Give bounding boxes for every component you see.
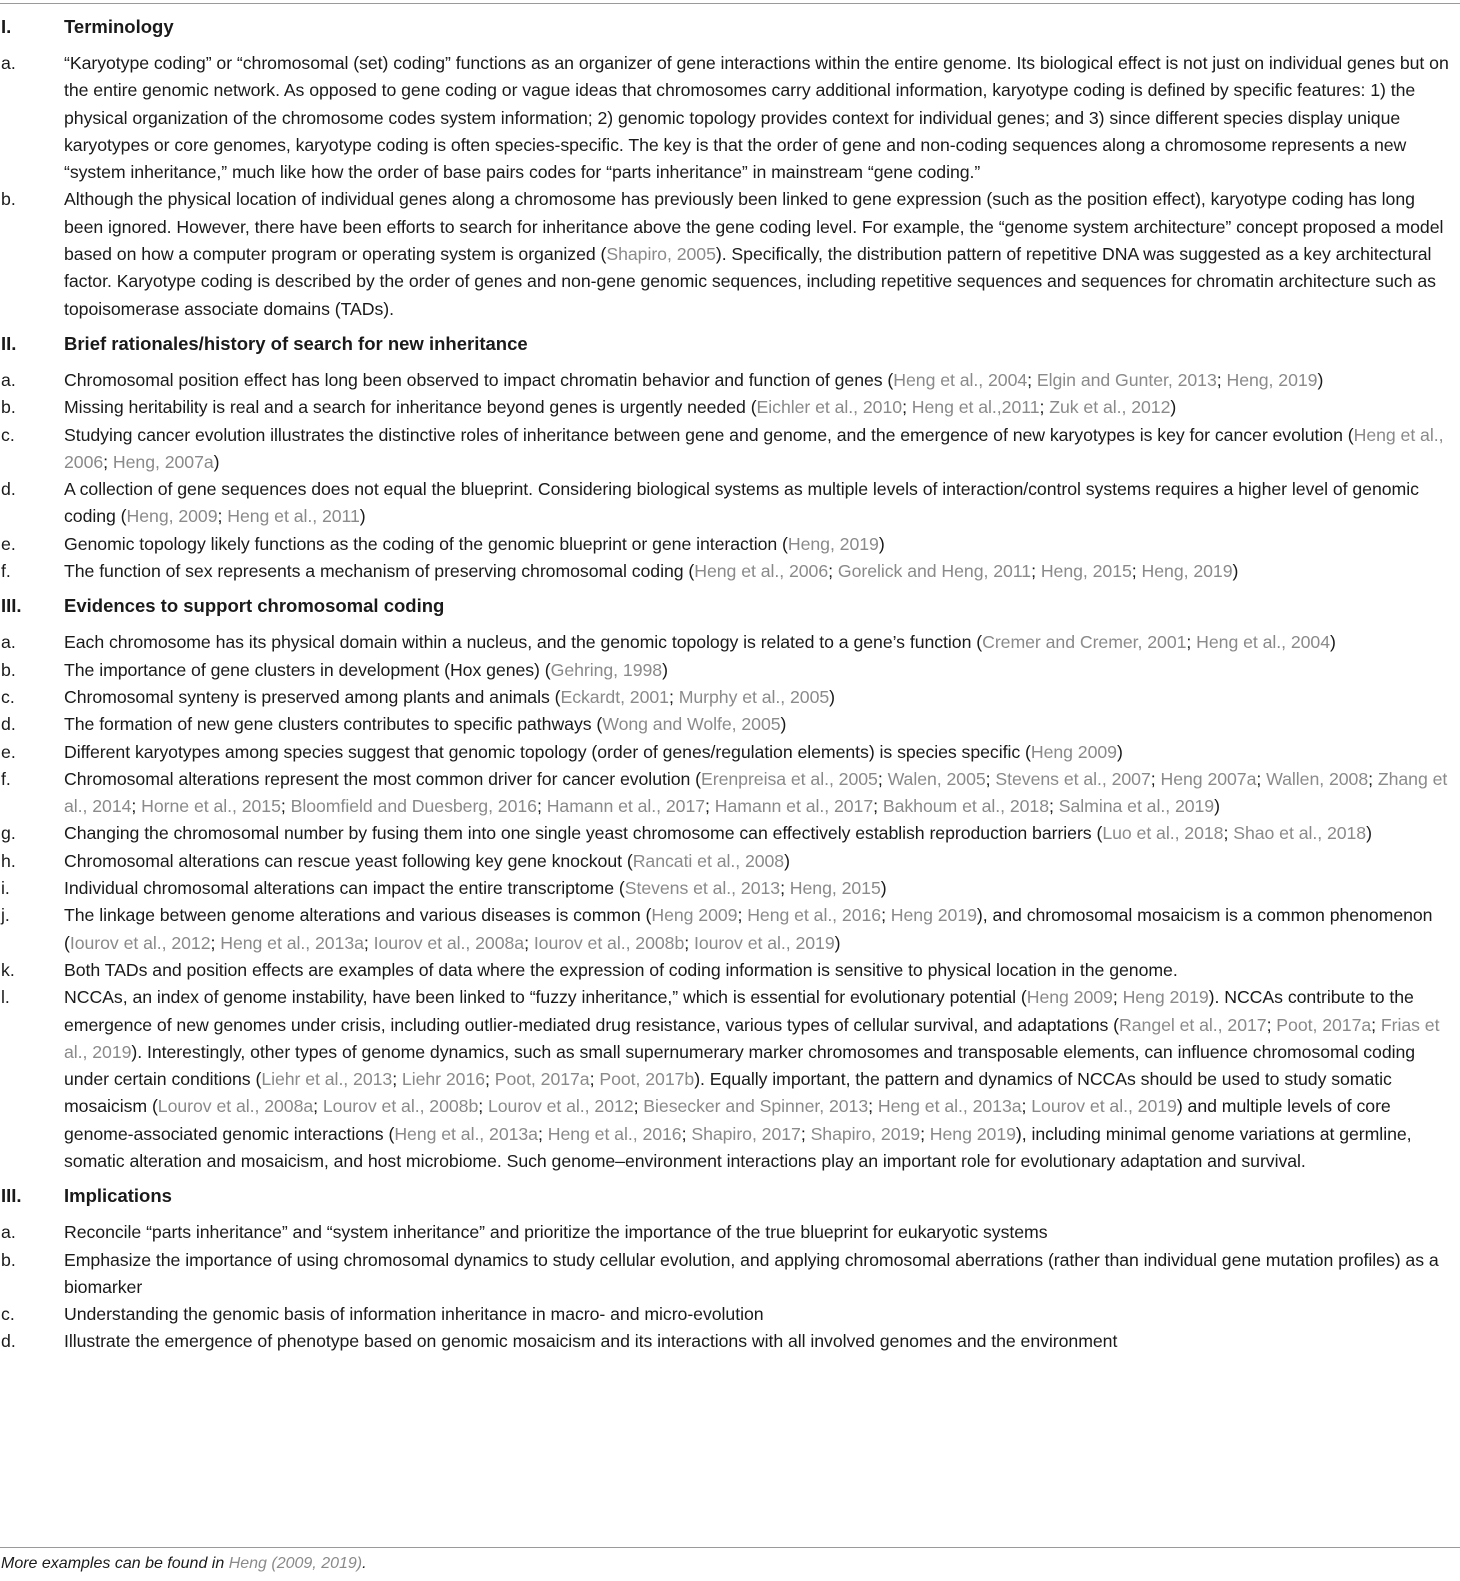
list-item xyxy=(0,558,1460,585)
citation-link[interactable]: Iourov et al., 2008a xyxy=(373,932,525,953)
item-text-segment: Different karyotypes among species suggest that genomic topology (order of genes/regulation elements) is species specific ( xyxy=(64,741,1031,762)
citation-link[interactable]: Erenpreisa et al., 2005 xyxy=(701,768,878,789)
item-text xyxy=(64,367,1456,394)
citation-link[interactable]: Heng, 2009 xyxy=(126,506,218,527)
list-item xyxy=(0,820,1460,847)
item-text xyxy=(64,848,1456,875)
item-text xyxy=(64,711,1456,738)
citation-link[interactable]: Heng 2019 xyxy=(1122,987,1209,1008)
citation-link[interactable]: Heng et al., 2016 xyxy=(547,1123,682,1144)
citation-link[interactable]: Shapiro, 2017 xyxy=(691,1123,801,1144)
item-letter: a. xyxy=(1,369,16,390)
item-letter: a. xyxy=(1,632,16,653)
citation-link[interactable]: Iourov et al., 2008b xyxy=(533,932,685,953)
item-letter: b. xyxy=(1,1249,16,1270)
item-text xyxy=(64,531,1456,558)
item-text-segment: ) xyxy=(662,659,668,680)
item-text xyxy=(64,422,1456,477)
citation-link[interactable]: Shapiro, 2005 xyxy=(606,244,716,265)
citation-link[interactable]: Heng et al., 2013a xyxy=(220,932,364,953)
item-text-segment: ; xyxy=(1223,823,1234,844)
item-letter: f. xyxy=(1,561,11,582)
citation-link[interactable]: Heng et al., 2006 xyxy=(64,424,1444,472)
item-text xyxy=(64,766,1456,821)
citation-link[interactable]: Heng, 2019 xyxy=(1141,561,1233,582)
citation-link[interactable]: Elgin and Gunter, 2013 xyxy=(1036,369,1217,390)
section-heading-row xyxy=(0,589,1460,622)
citation-link[interactable]: Eckardt, 2001 xyxy=(560,686,669,707)
item-text-segment: ; xyxy=(800,1123,811,1144)
item-letter: g. xyxy=(1,823,16,844)
item-text-segment: ) xyxy=(213,451,220,472)
list-item xyxy=(0,629,1460,656)
item-text-segment: ; xyxy=(873,796,883,817)
item-text-segment: ; xyxy=(217,506,228,527)
item-text-segment: Emphasize the importance of using chromosomal dynamics to study cellular evolution, and applying chromosomal aberrations (rather than individual gene mutation profiles) as a biomarker xyxy=(64,1249,1439,1297)
citation-link[interactable]: Heng et al., 2004 xyxy=(1196,632,1331,653)
list-item xyxy=(0,422,1460,477)
list-item xyxy=(0,711,1460,738)
item-text-segment: ) xyxy=(1366,823,1372,844)
item-letter: a. xyxy=(1,53,16,73)
item-text-segment: ; xyxy=(103,451,113,472)
section-numeral: I. xyxy=(1,16,12,37)
item-text-segment: Understanding the genomic basis of information inheritance in macro- and micro-evolution xyxy=(64,1304,764,1325)
item-letter: d. xyxy=(1,1331,16,1352)
item-text xyxy=(64,394,1456,421)
item-text-segment: ). Equally important, the pattern and dynamics of NCCAs should be used to study somatic mosaicism ( xyxy=(64,1069,1392,1117)
item-text-segment: ; xyxy=(524,932,534,953)
list-item xyxy=(0,50,1460,186)
item-text-segment: ) xyxy=(834,932,841,953)
table-bottom-rule xyxy=(0,1547,1460,1548)
item-text-segment: A collection of gene sequences does not equal the blueprint. Considering biological systems as multiple levels of interaction/control systems requires a higher level of genomic coding ( xyxy=(64,479,1419,527)
item-text-segment: ; xyxy=(877,768,888,789)
list-item xyxy=(0,1328,1460,1355)
item-text-segment: ; xyxy=(633,1096,644,1117)
item-text-segment: ; xyxy=(684,932,694,953)
citation-link[interactable]: Iourov et al., 2012 xyxy=(69,932,211,953)
list-item xyxy=(0,476,1460,531)
item-text-segment: ; xyxy=(985,768,996,789)
item-text xyxy=(64,1328,1456,1355)
item-letter: e. xyxy=(1,533,16,554)
item-text xyxy=(64,50,1456,186)
item-text-segment: Reconcile “parts inheritance” and “system inheritance” and prioritize the importance of the true blueprint for eukaryotic systems xyxy=(64,1222,1048,1243)
list-item xyxy=(0,766,1460,821)
citation-link[interactable]: Hamann et al., 2017 xyxy=(546,796,706,817)
item-text xyxy=(64,875,1456,902)
table-footnote xyxy=(1,1552,367,1576)
citation-link[interactable]: Horne et al., 2015 xyxy=(141,796,281,817)
item-text-segment: ; xyxy=(485,1069,495,1090)
item-letter: c. xyxy=(1,686,15,707)
item-text-segment: The formation of new gene clusters contributes to specific pathways ( xyxy=(64,714,603,735)
item-text-segment: ; xyxy=(668,686,679,707)
item-letter: b. xyxy=(1,189,16,210)
citation-link[interactable]: Heng (2009, 2019) xyxy=(228,1555,363,1572)
item-text-segment: ; xyxy=(131,796,142,817)
item-letter: e. xyxy=(1,741,16,762)
item-text-segment: Individual chromosomal alterations can impact the entire transcriptome ( xyxy=(64,878,625,899)
list-item xyxy=(0,848,1460,875)
item-text-segment: Chromosomal synteny is preserved among plants and animals ( xyxy=(64,686,561,707)
footnote-text-segment: . xyxy=(362,1555,367,1572)
item-text-segment: ; xyxy=(1368,768,1378,789)
item-text-segment: ; xyxy=(1186,632,1197,653)
item-letter: l. xyxy=(1,987,10,1008)
citation-link[interactable]: Lourov et al., 2008b xyxy=(322,1096,479,1117)
citation-link[interactable]: Poot, 2017a xyxy=(494,1069,590,1090)
item-text-segment: ; xyxy=(1216,369,1227,390)
item-text-segment: ; xyxy=(1150,768,1161,789)
citation-link[interactable]: Hamann et al., 2017 xyxy=(714,796,874,817)
item-text xyxy=(64,684,1456,711)
citation-link[interactable]: Heng, 2015 xyxy=(1040,561,1132,582)
item-text-segment: ; xyxy=(536,796,547,817)
item-text-segment: Changing the chromosomal number by fusing them into one single yeast chromosome can effectively establish reproduction barriers ( xyxy=(64,823,1103,844)
citation-link[interactable]: Heng et al.,2011 xyxy=(911,397,1040,418)
section-heading-row xyxy=(0,1179,1460,1212)
item-text-segment: ; xyxy=(780,878,790,899)
item-text-segment: ) xyxy=(1232,561,1239,582)
list-item xyxy=(0,1247,1460,1302)
item-text xyxy=(64,186,1456,322)
citation-link[interactable]: Rancati et al., 2008 xyxy=(632,850,785,871)
citation-link[interactable]: Rangel et al., 2017 xyxy=(1119,1014,1267,1035)
citation-link[interactable]: Heng, 2019 xyxy=(787,533,879,554)
table-top-rule xyxy=(0,3,1460,4)
item-text-segment: ; xyxy=(681,1123,692,1144)
citation-link[interactable]: Bakhoum et al., 2018 xyxy=(882,796,1050,817)
citation-link[interactable]: Liehr et al., 2013 xyxy=(261,1069,393,1090)
citation-link[interactable]: Heng, 2007a xyxy=(112,451,214,472)
section-numeral: II. xyxy=(1,332,17,354)
item-text-segment: ; xyxy=(920,1123,930,1144)
item-text-segment: The function of sex represents a mechanism of preserving chromosomal coding ( xyxy=(64,561,695,582)
item-text xyxy=(64,1219,1456,1246)
list-item xyxy=(0,957,1460,984)
item-text-segment: ; xyxy=(737,905,748,926)
item-text xyxy=(64,629,1456,656)
item-text-segment: ; xyxy=(363,932,374,953)
item-text-segment: ; xyxy=(210,932,221,953)
item-text-segment: ; xyxy=(1031,561,1041,582)
citation-link[interactable]: Cremer and Cremer, 2001 xyxy=(982,632,1187,653)
item-text-segment: ; xyxy=(828,561,838,582)
item-text-segment: NCCAs, an index of genome instability, have been linked to “fuzzy inheritance,” which is essential for evolutionary potential ( xyxy=(64,987,1027,1008)
citation-link[interactable]: Wallen, 2008 xyxy=(1266,768,1369,789)
citation-link[interactable]: Liehr 2016 xyxy=(401,1069,486,1090)
list-item xyxy=(0,875,1460,902)
citation-link[interactable]: Shapiro, 2019 xyxy=(810,1123,921,1144)
citation-link[interactable]: Biesecker and Spinner, 2013 xyxy=(643,1096,869,1117)
citation-link[interactable]: Lourov et al., 2019 xyxy=(1031,1096,1177,1117)
item-text-segment: ; xyxy=(537,1123,548,1144)
item-letter: c. xyxy=(1,424,15,445)
citation-link[interactable]: Heng 2019 xyxy=(890,905,977,926)
citation-link[interactable]: Heng 2009 xyxy=(1030,741,1117,762)
citation-link[interactable]: Zuk et al., 2012 xyxy=(1049,397,1171,418)
item-text xyxy=(64,739,1456,766)
section-heading-row xyxy=(0,10,1460,43)
item-text-segment: ; xyxy=(478,1096,488,1117)
item-letter: h. xyxy=(1,850,16,871)
item-text-segment: ; xyxy=(1371,1014,1381,1035)
citation-link[interactable]: Murphy et al., 2005 xyxy=(678,686,830,707)
citation-link[interactable]: Salmina et al., 2019 xyxy=(1058,796,1215,817)
item-letter: i. xyxy=(1,878,10,899)
item-text-segment: ; xyxy=(868,1096,878,1117)
item-text-segment: ; xyxy=(1256,768,1267,789)
citation-link[interactable]: Lourov et al., 2012 xyxy=(487,1096,634,1117)
item-text-segment: ), including minimal genome variations at germline, somatic alteration and mosaicism, and host microbiome. Such genome–environment interactions play an important role for evolutionary adaptation and survival. xyxy=(64,1123,1412,1171)
citation-link[interactable]: Iourov et al., 2019 xyxy=(693,932,835,953)
citation-link[interactable]: Eichler et al., 2010 xyxy=(756,397,903,418)
citation-link[interactable]: Heng 2019 xyxy=(929,1123,1016,1144)
citation-link[interactable]: Stevens et al., 2013 xyxy=(624,878,781,899)
citation-link[interactable]: Heng 2009 xyxy=(651,905,738,926)
list-item xyxy=(0,531,1460,558)
item-text-segment: ) xyxy=(880,878,887,899)
item-text-segment: ; xyxy=(589,1069,600,1090)
citation-link[interactable]: Zhang et al., 2014 xyxy=(64,768,1448,817)
item-text xyxy=(64,558,1456,585)
item-text-segment: ) xyxy=(1214,796,1220,817)
citation-link[interactable]: Wong and Wolfe, 2005 xyxy=(602,714,781,735)
item-text-segment: Chromosomal alterations can rescue yeast following key gene knockout ( xyxy=(64,850,633,871)
table-body xyxy=(0,10,1460,1356)
citation-link[interactable]: Heng 2007a xyxy=(1160,768,1257,789)
item-text-segment: ) xyxy=(1330,632,1336,653)
item-letter: d. xyxy=(1,479,16,500)
item-text-segment: ) xyxy=(829,686,836,707)
citation-link[interactable]: Heng et al., 2013a xyxy=(394,1123,538,1144)
list-item xyxy=(0,186,1460,322)
citation-link[interactable]: Heng et al., 2004 xyxy=(893,369,1028,390)
item-text xyxy=(64,902,1456,957)
item-text-segment: ) xyxy=(1116,741,1123,762)
item-text-segment: ). Specifically, the distribution pattern of repetitive DNA was suggested as a key architectural factor. Karyotype coding is described by the order of genes and non-gene genomic sequences, including repetitive sequences and sequences for chromatin architecture such as topoisomerase associate domains (TADs). xyxy=(64,244,1436,319)
item-text-segment: ) xyxy=(780,714,787,735)
item-text-segment: Each chromosome has its physical domain within a nucleus, and the genomic topology is related to a gene’s function ( xyxy=(64,632,983,653)
item-text-segment: ; xyxy=(1131,561,1142,582)
item-text-segment: ; xyxy=(1039,397,1050,418)
section-numeral: III. xyxy=(1,1185,22,1207)
item-text-segment: Genomic topology likely functions as the coding of the genomic blueprint or gene interaction ( xyxy=(64,533,788,554)
item-text-segment: ; xyxy=(313,1096,323,1117)
citation-link[interactable]: Luo et al., 2018 xyxy=(1102,823,1224,844)
item-text-segment: ; xyxy=(1266,1014,1277,1035)
citation-link[interactable]: Walen, 2005 xyxy=(887,768,986,789)
item-text xyxy=(64,984,1456,1175)
footnote-text-segment: More examples can be found in xyxy=(1,1555,229,1572)
citation-link[interactable]: Heng et al., 2016 xyxy=(747,905,882,926)
list-item xyxy=(0,394,1460,421)
list-item xyxy=(0,657,1460,684)
item-text-segment: Missing heritability is real and a search for inheritance beyond genes is urgently needed ( xyxy=(64,397,757,418)
item-text-segment: ; xyxy=(1021,1096,1032,1117)
item-text-segment: ; xyxy=(1112,987,1123,1008)
section-title: Brief rationales/history of search for new inheritance xyxy=(64,332,528,354)
citation-link[interactable]: Heng et al., 2013a xyxy=(877,1096,1022,1117)
citation-link[interactable]: Poot, 2017a xyxy=(1276,1014,1372,1035)
item-text-segment: ) xyxy=(1317,369,1324,390)
section-heading-row xyxy=(0,327,1460,360)
item-letter: a. xyxy=(1,1222,16,1243)
item-text-segment: ), and chromosomal mosaicism is a common phenomenon ( xyxy=(64,905,1433,953)
item-letter: k. xyxy=(1,959,15,980)
item-text-segment: ; xyxy=(1027,369,1037,390)
section-numeral: III. xyxy=(1,595,22,617)
item-text-segment: Illustrate the emergence of phenotype based on genomic mosaicism and its interactions with all involved genomes and the environment xyxy=(64,1331,1118,1352)
citation-link[interactable]: Poot, 2017b xyxy=(599,1069,695,1090)
citation-link[interactable]: Stevens et al., 2007 xyxy=(995,768,1151,789)
citation-link[interactable]: Heng et al., 2006 xyxy=(694,561,829,582)
item-text-segment: ). Interestingly, other types of genome dynamics, such as small supernumerary marker chromosomes and transposable elements, can influence chromosomal coding under certain conditions ( xyxy=(64,1041,1416,1090)
item-text-segment: The importance of gene clusters in development (Hox genes) ( xyxy=(64,659,551,680)
citation-link[interactable]: Gehring, 1998 xyxy=(550,659,663,680)
item-text-segment: Both TADs and position effects are examples of data where the expression of coding information is sensitive to physical location in the genome. xyxy=(64,959,1178,980)
list-item xyxy=(0,984,1460,1175)
citation-link[interactable]: Frias et al., 2019 xyxy=(64,1014,1440,1062)
item-text xyxy=(64,820,1456,847)
item-text xyxy=(64,1247,1456,1302)
item-text-segment: ) xyxy=(359,506,366,527)
item-text-segment: ) xyxy=(1170,397,1177,418)
citation-link[interactable]: Bloomfield and Duesberg, 2016 xyxy=(290,796,537,817)
section-title: Implications xyxy=(64,1185,172,1207)
item-text-segment: ) xyxy=(878,533,885,554)
item-letter: f. xyxy=(1,768,11,789)
item-text-segment: ; xyxy=(881,905,891,926)
item-text-segment: ; xyxy=(705,796,715,817)
item-letter: j. xyxy=(1,905,10,926)
item-text-segment: “Karyotype coding” or “chromosomal (set) coding” functions as an organizer of gene interactions within the entire genome. Its biological effect is not just on individual genes but on the entire genomic network. As opposed to gene coding or vague ideas that chromosomes carry additional information, karyotype coding is defined by specific features: 1) the physical organization of the chromosome codes system information; 2) genomic topology provides context for individual genes; and 3) since different species display unique karyotypes or core genomes, karyotype coding is often species-specific. The key is that the order of gene and non-coding sequences along a chromosome represents a new “system inheritance,” much like how the order of base pairs codes for “parts inheritance” in mainstream “gene coding.” xyxy=(64,53,1449,183)
list-item xyxy=(0,684,1460,711)
item-text-segment: The linkage between genome alterations and various diseases is common ( xyxy=(64,905,652,926)
item-text-segment: ; xyxy=(392,1069,402,1090)
item-letter: b. xyxy=(1,397,16,418)
item-text-segment: ; xyxy=(1049,796,1059,817)
item-text-segment: ). NCCAs contribute to the emergence of new genomes under crisis, including outlier-mediated drug resistance, various types of cellular survival, and adaptations ( xyxy=(64,987,1414,1035)
citation-link[interactable]: Gorelick and Heng, 2011 xyxy=(837,561,1032,582)
item-letter: c. xyxy=(1,1304,15,1325)
list-item xyxy=(0,739,1460,766)
item-text-segment: ) and multiple levels of core genome-associated genomic interactions ( xyxy=(64,1096,1391,1144)
list-item xyxy=(0,902,1460,957)
citation-link[interactable]: Heng, 2019 xyxy=(1226,369,1318,390)
item-letter: b. xyxy=(1,659,16,680)
citation-link[interactable]: Heng, 2015 xyxy=(789,878,881,899)
item-text-segment: Chromosomal position effect has long been observed to impact chromatin behavior and function of genes ( xyxy=(64,369,894,390)
list-item xyxy=(0,1219,1460,1246)
item-text xyxy=(64,476,1456,531)
item-text xyxy=(64,957,1456,984)
citation-link[interactable]: Heng et al., 2011 xyxy=(227,506,360,527)
list-item xyxy=(0,1301,1460,1328)
section-title: Evidences to support chromosomal coding xyxy=(64,595,445,617)
item-text-segment: ) xyxy=(784,850,790,871)
item-letter: d. xyxy=(1,714,16,735)
item-text xyxy=(64,1301,1456,1328)
item-text-segment: Chromosomal alterations represent the most common driver for cancer evolution ( xyxy=(64,768,701,789)
citation-link[interactable]: Heng 2009 xyxy=(1026,987,1113,1008)
citation-link[interactable]: Shao et al., 2018 xyxy=(1233,823,1367,844)
item-text-segment: ; xyxy=(902,397,912,418)
citation-link[interactable]: Lourov et al., 2008a xyxy=(157,1096,314,1117)
item-text-segment: Although the physical location of individual genes along a chromosome has previously been linked to gene expression (such as the position effect), karyotype coding has long been ignored. However, there have been efforts to search for inheritance above the gene coding level. For example, the “genome system architecture” concept proposed a model based on how a computer program or operating system is organized ( xyxy=(64,189,1444,265)
item-text-segment: ; xyxy=(280,796,291,817)
list-item xyxy=(0,367,1460,394)
item-text-segment: Studying cancer evolution illustrates the distinctive roles of inheritance between gene and genome, and the emergence of new karyotypes is key for cancer evolution ( xyxy=(64,424,1354,445)
item-text xyxy=(64,657,1456,684)
section-title: Terminology xyxy=(64,16,174,37)
